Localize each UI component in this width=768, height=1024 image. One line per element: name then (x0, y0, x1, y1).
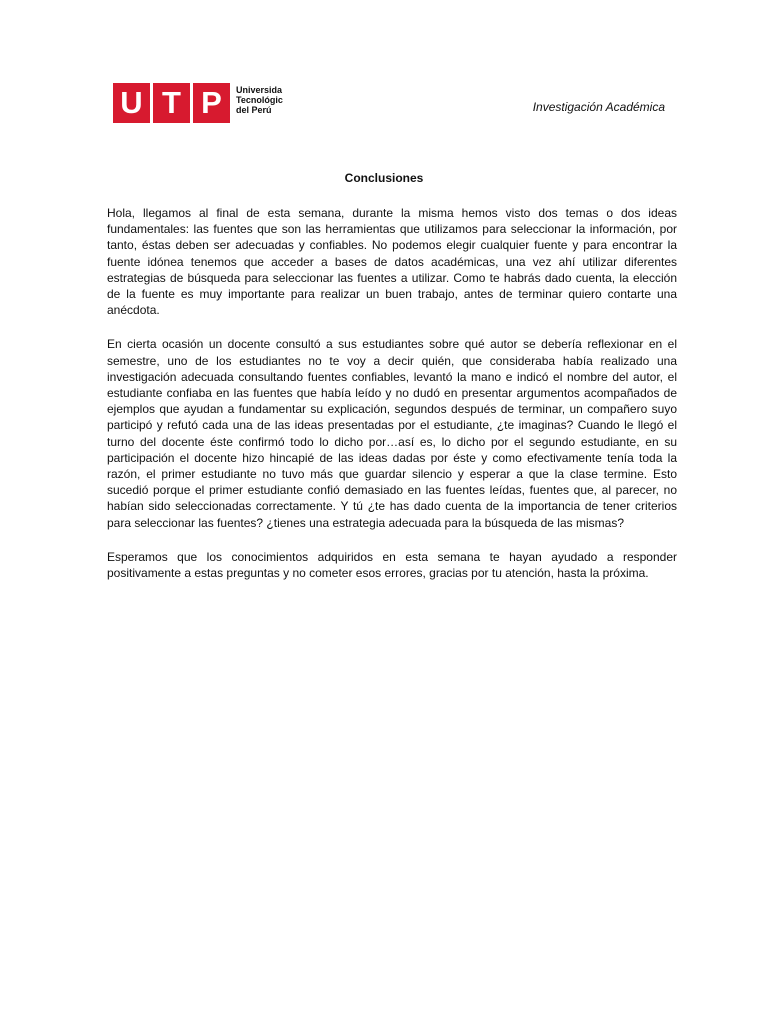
logo-letter-u: U (113, 83, 150, 123)
logo-name-line-2: Tecnológic (236, 95, 283, 105)
paragraph-anecdote: En cierta ocasión un docente consultó a sus estudiantes sobre qué autor se debería reflexionar en el semestre, uno de los estudiantes no te voy a decir quién, que consideraba había realizado una investigación adecuada consultando fuentes confiables, levantó la mano e indicó el nombre del autor, el estudiante confiaba en las fuentes que había leído y no dudó en presentar argumentos acompañados de ejemplos que ayudan a fundamentar su explicación, segundos después de terminar, un compañero suyo participó y refutó cada una de las ideas presentadas por el estudiante, ¿te imaginas? Cuando le llegó el turno del docente éste confirmó todo lo dicho por…así es, lo dicho por el segundo estudiante, en su participación el docente hizo hincapié de las ideas dadas por éste y como efectivamente tenía toda la razón, el primer estudiante no tuvo más que guardar silencio y esperar a que la clase termine. Esto sucedió porque el primer estudiante confió demasiado en las fuentes leídas, fuentes que, al parecer, no habían sido seleccionadas correctamente. Y tú ¿te has dado cuenta de la importancia de tener criterios para seleccionar las fuentes? ¿tienes una estrategia adecuada para la búsqueda de las mismas? (107, 337, 677, 530)
header-section-title: Investigación Académica (532, 100, 665, 114)
paragraph-intro: Hola, llegamos al final de esta semana, durante la misma hemos visto dos temas o dos ideas fundamentales: las fuentes que son las herramientas que utilizamos para seleccionar la información, por tanto, éstas deben ser adecuadas y confiables. No podemos elegir cualquier fuente y para encontrar la fuente idónea tenemos que acceder a bases de datos académicas, una vez ahí utilizar diferentes estrategias de búsqueda para seleccionar las fuentes a utilizar. Como te habrás dado cuenta, la elección de la fuente es muy importante para realizar un buen trabajo, antes de terminar quiero contarte una anécdota. (107, 206, 677, 318)
document-body (107, 205, 677, 599)
paragraph-closing: Esperamos que los conocimientos adquiridos en esta semana te hayan ayudado a responder positivamente a estas preguntas y no cometer esos errores, gracias por tu atención, hasta la próxima. (107, 549, 677, 581)
logo-university-name (236, 85, 283, 115)
logo-name-line-1: Universida (236, 85, 283, 95)
logo-letter-t: T (153, 83, 190, 123)
logo-letter-p: P (193, 83, 230, 123)
logo-name-line-3: del Perú (236, 105, 272, 115)
document-title: Conclusiones (344, 171, 424, 185)
utp-logo (113, 83, 283, 123)
